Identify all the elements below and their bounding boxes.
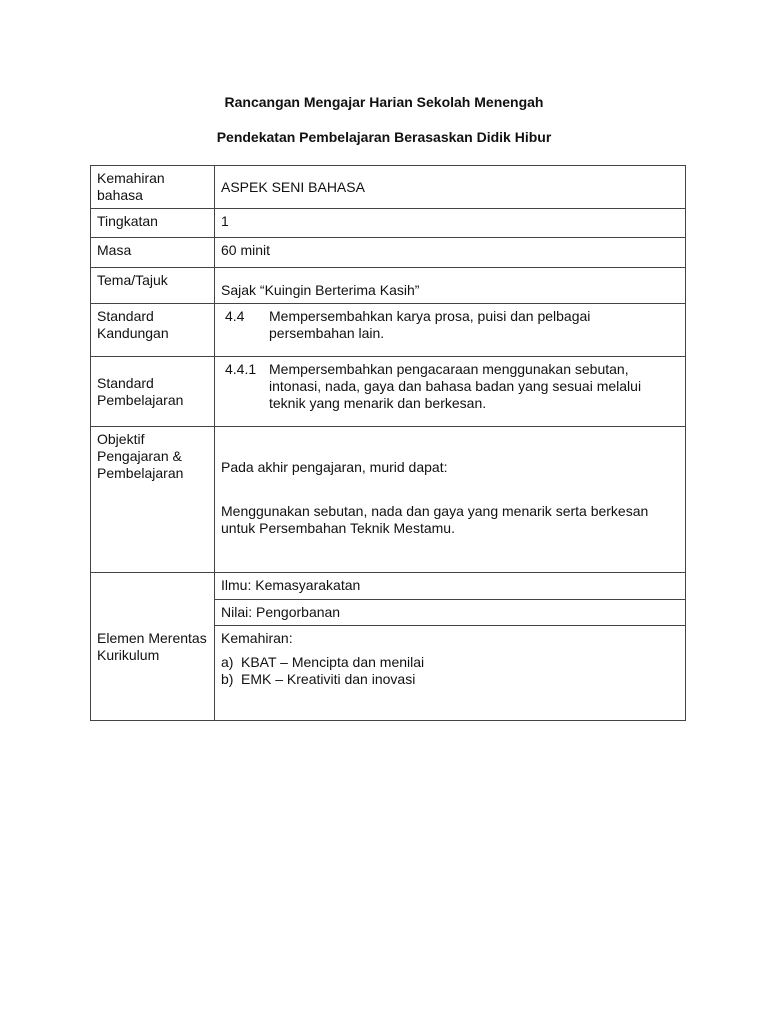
row-standard-pembelajaran <box>91 357 686 427</box>
row-standard-kandungan <box>91 304 686 357</box>
value-standard-kandungan <box>215 304 686 357</box>
value-standard-pembelajaran <box>215 357 686 427</box>
label-kemahiran-bahasa: Kemahiran bahasa <box>91 166 215 209</box>
row-tingkatan <box>91 209 686 238</box>
value-kemahiran-bahasa: ASPEK SENI BAHASA <box>215 166 686 209</box>
list-item <box>221 654 679 671</box>
row-objektif <box>91 427 686 573</box>
lesson-plan-table <box>90 165 686 721</box>
kemahiran-label: Kemahiran: <box>221 630 293 646</box>
objektif-text: Menggunakan sebutan, nada dan gaya yang menarik serta berkesan untuk Persembahan Teknik Mestamu. <box>221 503 649 536</box>
value-nilai: Nilai: Pengorbanan <box>215 600 686 626</box>
standard-pembelajaran-number: 4.4.1 <box>225 361 257 377</box>
label-objektif: Objektif Pengajaran & Pembelajaran <box>91 427 215 573</box>
label-masa: Masa <box>91 238 215 268</box>
value-tingkatan: 1 <box>215 209 686 238</box>
row-kemahiran-bahasa <box>91 166 686 209</box>
list-item-text: KBAT – Mencipta dan menilai <box>241 654 425 670</box>
row-tema-tajuk <box>91 268 686 304</box>
value-objektif <box>215 427 686 573</box>
list-marker: b) <box>221 671 234 687</box>
list-marker: a) <box>221 654 234 670</box>
label-elemen-merentas-kurikulum: Elemen Merentas Kurikulum <box>91 573 215 721</box>
label-standard-pembelajaran: Standard Pembelajaran <box>91 357 215 427</box>
list-item <box>221 671 679 688</box>
standard-kandungan-number: 4.4 <box>225 308 245 324</box>
value-tema-tajuk: Sajak “Kuingin Berterima Kasih” <box>215 268 686 304</box>
kemahiran-list <box>221 654 679 688</box>
label-standard-kandungan: Standard Kandungan <box>91 304 215 357</box>
list-item-text: EMK – Kreativiti dan inovasi <box>241 671 416 687</box>
standard-pembelajaran-text: Mempersembahkan pengacaraan menggunakan sebutan, intonasi, nada, gaya dan bahasa badan yang sesuai melalui teknik yang menarik dan berkesan. <box>269 361 642 411</box>
objektif-intro: Pada akhir pengajaran, murid dapat: <box>221 459 448 475</box>
row-elemen-ilmu <box>91 573 686 600</box>
document-subtitle: Pendekatan Pembelajaran Berasaskan Didik Hibur <box>216 129 552 145</box>
row-masa <box>91 238 686 268</box>
standard-kandungan-text: Mempersembahkan karya prosa, puisi dan pelbagai persembahan lain. <box>269 308 591 341</box>
label-tema-tajuk: Tema/Tajuk <box>91 268 215 304</box>
value-kemahiran <box>215 626 686 721</box>
value-ilmu: Ilmu: Kemasyarakatan <box>215 573 686 600</box>
document-title: Rancangan Mengajar Harian Sekolah Menengah <box>224 94 544 110</box>
label-tingkatan: Tingkatan <box>91 209 215 238</box>
value-masa: 60 minit <box>215 238 686 268</box>
